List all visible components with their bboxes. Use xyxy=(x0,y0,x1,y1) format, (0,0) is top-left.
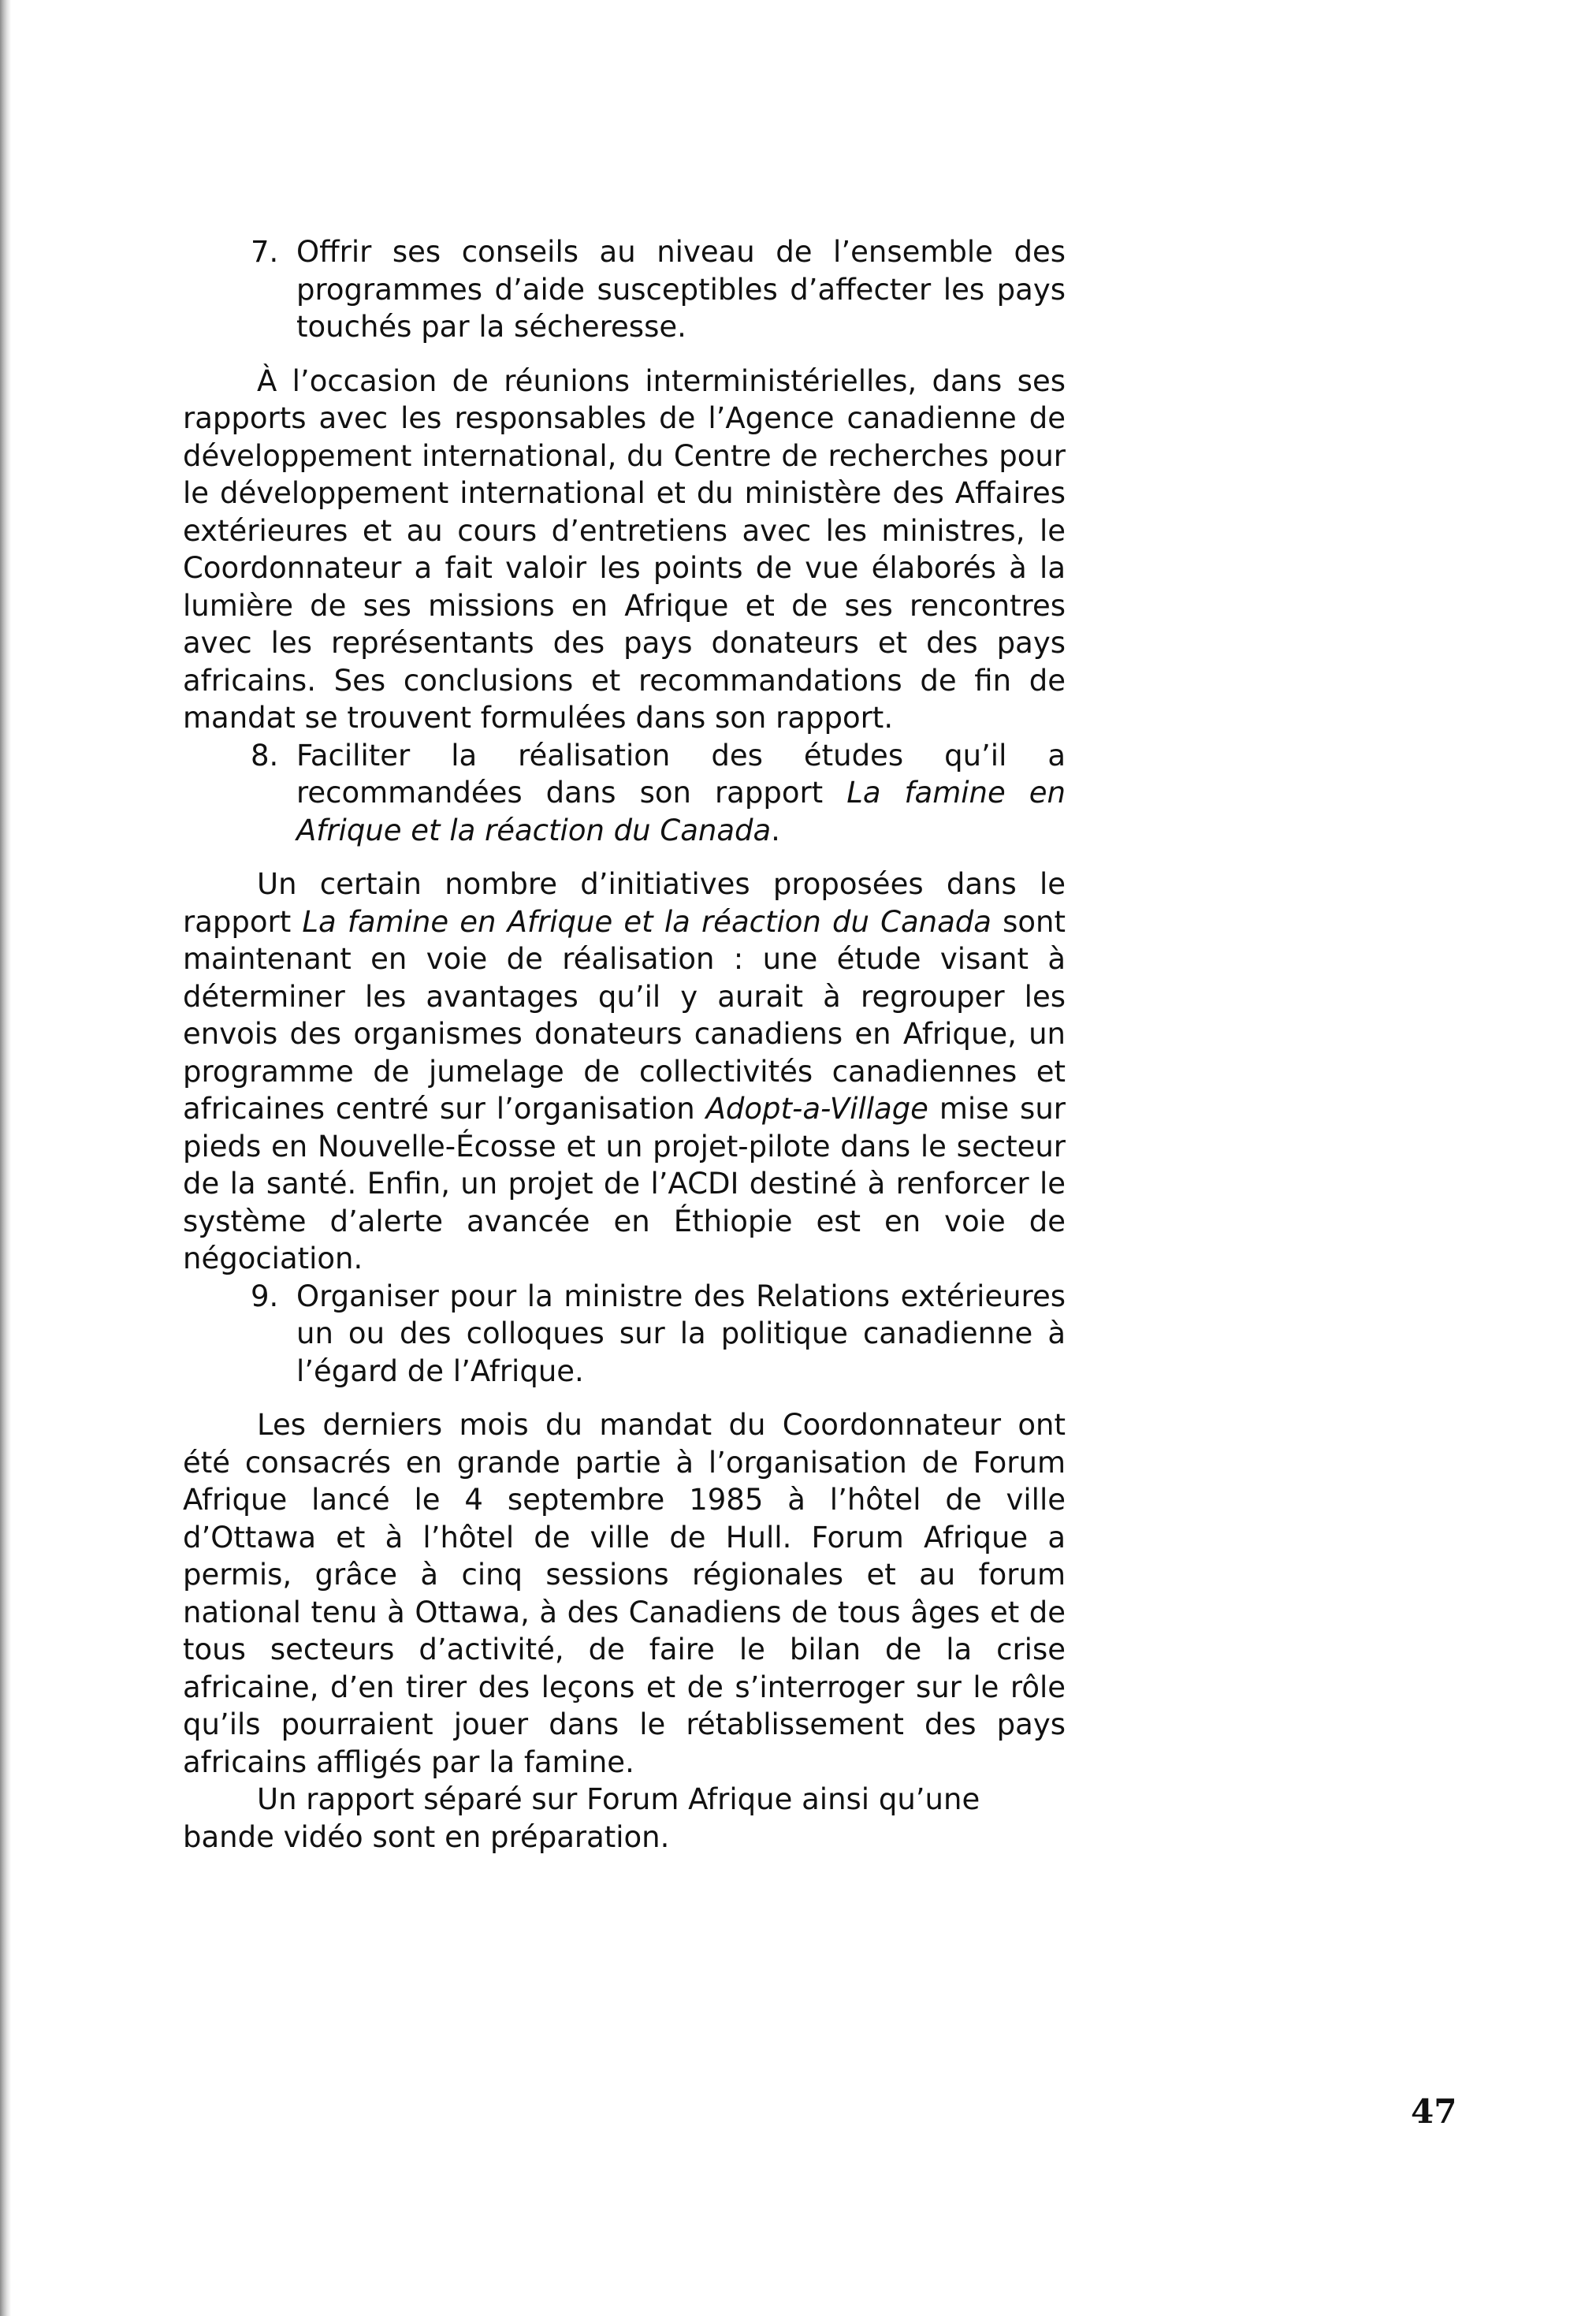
item-number: 9. xyxy=(251,1279,279,1313)
organisation-name: Adopt-a-Village xyxy=(705,1092,928,1126)
paragraph-text: Un certain nombre d’initiatives proposées dans le rapport xyxy=(183,867,1066,939)
item-text-end: . xyxy=(771,813,780,847)
report-title: La famine en Afrique et la réaction du Canada xyxy=(296,776,1066,847)
item-text xyxy=(296,737,1066,850)
list-item-7 xyxy=(251,233,1066,346)
item-text-start: Faciliter la réalisation des études qu’il a recommandées dans son rapport xyxy=(296,738,1066,810)
item-number: 8. xyxy=(251,738,279,773)
page-number: 47 xyxy=(1411,2092,1457,2131)
page-body xyxy=(183,233,1066,1856)
paragraph-text: mise sur pieds en Nouvelle-Écosse et un projet-pilote dans le secteur de la santé. Enfin, un projet de l’ACDI destiné à renforcer le système d’alerte avancée en Éthiopie est en voie de négociation. xyxy=(183,1092,1066,1275)
list-item-8 xyxy=(251,737,1066,850)
paragraph-report-video: Un rapport séparé sur Forum Afrique ainsi qu’une bande vidéo sont en préparation. xyxy=(183,1782,980,1854)
item-text: Offrir ses conseils au niveau de l’ensemble des programmes d’aide susceptibles d’affecter les pays touchés par la sécheresse. xyxy=(296,235,1066,344)
scan-binding-edge xyxy=(0,0,11,2316)
paragraph-text: sont maintenant en voie de réalisation : une étude visant à déterminer les avantages qu’il y aurait à regrouper les envois des organismes donateurs canadiens en Afrique, un programme de jumelage de collectivités canadiennes et africaines centré sur l’organisation xyxy=(183,904,1066,1126)
item-number: 7. xyxy=(251,235,279,269)
paragraph-initiatives xyxy=(183,866,1066,1278)
list-item-9 xyxy=(251,1278,1066,1391)
paragraph-forum-afrique: Les derniers mois du mandat du Coordonnateur ont été consacrés en grande partie à l’organisation de Forum Afrique lancé le 4 septembre 1985 à l’hôtel de ville d’Ottawa et à l’hôtel de ville de Hull. Forum Afrique a permis, grâce à cinq sessions régionales et au forum national tenu à Ottawa, à des Canadiens de tous âges et de tous secteurs d’activité, de faire le bilan de la crise africaine, d’en tirer des leçons et de s’interroger sur le rôle qu’ils pourraient jouer dans le rétablissement des pays africains affligés par la famine. xyxy=(183,1408,1066,1779)
item-text: Organiser pour la ministre des Relations extérieures un ou des colloques sur la politique canadienne à l’égard de l’Afrique. xyxy=(296,1279,1066,1388)
report-title: La famine en Afrique et la réaction du Canada xyxy=(302,904,991,939)
paragraph-coordinator-views: À l’occasion de réunions interministérielles, dans ses rapports avec les responsables de l’Agence canadienne de développement international, du Centre de recherches pour le développement international et du ministère des Affaires extérieures et au cours d’entretiens avec les ministres, le Coordonnateur a fait valoir les points de vue élaborés à la lumière de ses missions en Afrique et de ses rencontres avec les représentants des pays donateurs et des pays africains. Ses conclusions et recommandations de fin de mandat se trouvent formulées dans son rapport. xyxy=(183,363,1066,735)
